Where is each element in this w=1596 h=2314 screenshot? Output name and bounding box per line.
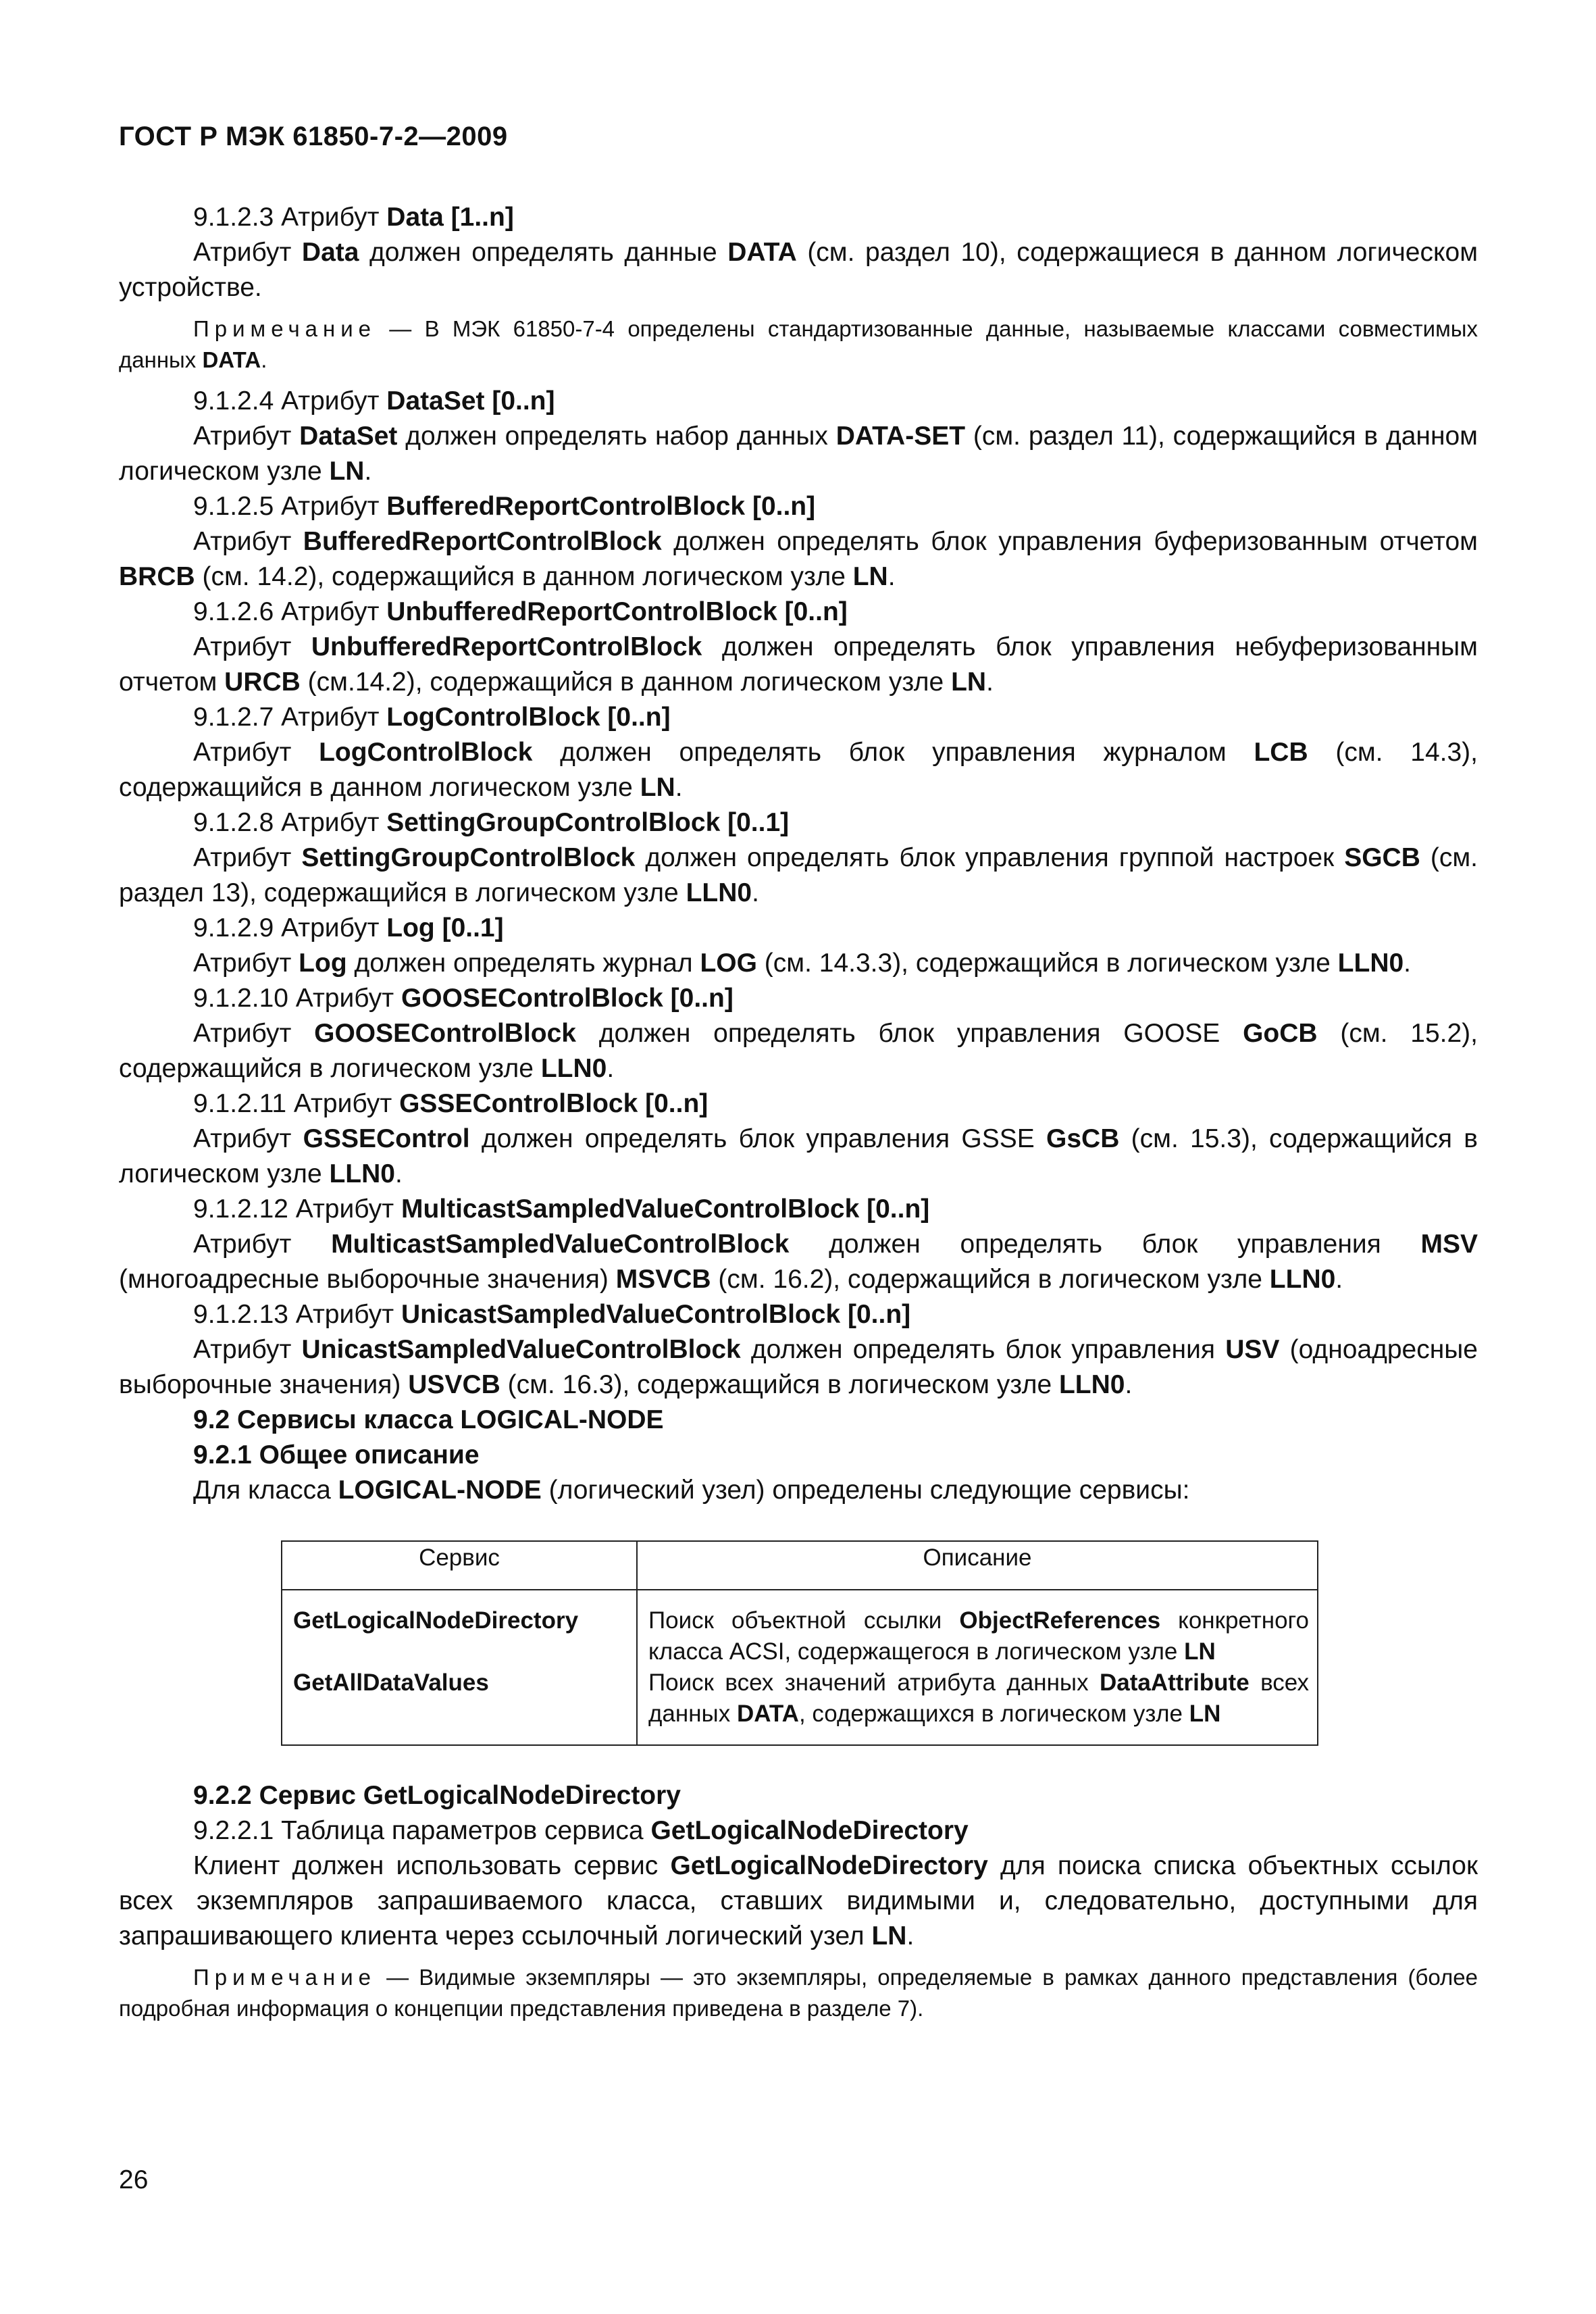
- clause-text: Атрибут LogControlBlock должен определять блок управления журналом LCB (см. 14.3), содержащийся в данном логическом узле LN.: [119, 738, 1478, 802]
- clause-heading: 9.1.2.8 Атрибут SettingGroupControlBlock [0..1]: [193, 808, 790, 837]
- clause-heading: 9.2.2.1 Таблица параметров сервиса GetLogicalNodeDirectory: [193, 1816, 969, 1845]
- table-header-row: [282, 1541, 1318, 1590]
- clause-text: Атрибут UnicastSampledValueControlBlock должен определять блок управления USV (одноадресные выборочные значения) USVCB (см. 16.3), содержащийся в логическом узле LLN0.: [119, 1335, 1478, 1399]
- clause-text: Для класса LOGICAL-NODE (логический узел) определены следующие сервисы:: [193, 1476, 1190, 1505]
- service-description: Поиск всех значений атрибута данных DataAttribute всех данных DATA, содержащихся в логическом узле LN: [648, 1669, 1310, 1727]
- spacer: [293, 1636, 628, 1667]
- clause-heading: 9.1.2.10 Атрибут GOOSEControlBlock [0..n]: [193, 984, 733, 1013]
- table-header-description: Описание: [637, 1541, 1318, 1590]
- note: Примечание — В МЭК 61850-7-4 определены стандартизованные данные, называемые классами совместимых данных DATA.: [119, 316, 1478, 372]
- clause-heading: 9.1.2.6 Атрибут UnbufferedReportControlBlock [0..n]: [193, 597, 848, 626]
- table-cell-descriptions: [637, 1590, 1318, 1745]
- clause-heading: 9.1.2.5 Атрибут BufferedReportControlBlock [0..n]: [193, 492, 816, 521]
- document-body: [119, 200, 1478, 2032]
- clause-text: Клиент должен использовать сервис GetLogicalNodeDirectory для поиска списка объектных ссылок всех экземпляров запрашиваемого класса, ставших видимыми и, следовательно, доступными для запрашивающего клиента через ссылочный логический узел LN.: [119, 1851, 1478, 1951]
- clause-heading: 9.1.2.11 Атрибут GSSEControlBlock [0..n]: [193, 1089, 709, 1118]
- clause-text: Атрибут SettingGroupControlBlock должен определять блок управления группой настроек SGCB (см. раздел 13), содержащийся в логическом узле LLN0.: [119, 843, 1478, 907]
- clause-heading: 9.1.2.9 Атрибут Log [0..1]: [193, 913, 504, 942]
- clause-text: Атрибут MulticastSampledValueControlBlock должен определять блок управления MSV (многоадресные выборочные значения) MSVCB (см. 16.2), содержащийся в логическом узле LLN0.: [119, 1230, 1478, 1294]
- section-heading: 9.2.1 Общее описание: [193, 1440, 480, 1469]
- page-number: 26: [119, 2165, 149, 2194]
- clause-heading: 9.1.2.7 Атрибут LogControlBlock [0..n]: [193, 703, 671, 732]
- service-name: GetLogicalNodeDirectory: [293, 1607, 579, 1634]
- note: Примечание — Видимые экземпляры — это экземпляры, определяемые в рамках данного представления (более подробная информация о концепции представления приведена в разделе 7).: [119, 1965, 1478, 2021]
- table-row: [282, 1590, 1318, 1745]
- clause-heading: 9.1.2.12 Атрибут MulticastSampledValueControlBlock [0..n]: [193, 1194, 930, 1224]
- clause-text: Атрибут GOOSEControlBlock должен определять блок управления GOOSE GoCB (см. 15.2), содержащийся в логическом узле LLN0.: [119, 1019, 1478, 1083]
- clause-heading: 9.1.2.13 Атрибут UnicastSampledValueControlBlock [0..n]: [193, 1300, 911, 1329]
- service-description: Поиск объектной ссылки ObjectReferences конкретного класса ACSI, содержащегося в логическом узле LN: [648, 1607, 1310, 1665]
- clause-text: Атрибут Data должен определять данные DATA (см. раздел 10), содержащиеся в данном логическом устройстве.: [119, 238, 1478, 302]
- clause-text: Атрибут BufferedReportControlBlock должен определять блок управления буферизованным отчетом BRCB (см. 14.2), содержащийся в данном логическом узле LN.: [119, 527, 1478, 591]
- table-header-service: Сервис: [282, 1541, 637, 1590]
- clause-text: Атрибут Log должен определять журнал LOG (см. 14.3.3), содержащийся в логическом узле LLN0.: [193, 949, 1412, 978]
- service-name: GetAllDataValues: [293, 1669, 489, 1696]
- clause-text: Атрибут GSSEControl должен определять блок управления GSSE GsCB (см. 15.3), содержащийся в логическом узле LLN0.: [119, 1124, 1478, 1188]
- section-heading: 9.2 Сервисы класса LOGICAL-NODE: [193, 1405, 664, 1434]
- clause-text: Атрибут DataSet должен определять набор данных DATA-SET (см. раздел 11), содержащийся в данном логическом узле LN.: [119, 422, 1478, 486]
- services-table: [281, 1540, 1318, 1746]
- document-header: ГОСТ Р МЭК 61850-7-2—2009: [119, 122, 508, 151]
- services-table-wrapper: [281, 1540, 1318, 1746]
- clause-heading: 9.1.2.4 Атрибут DataSet [0..n]: [193, 386, 555, 416]
- clause-heading: 9.1.2.3 Атрибут Data [1..n]: [193, 203, 514, 232]
- section-heading: 9.2.2 Сервис GetLogicalNodeDirectory: [193, 1781, 681, 1810]
- clause-text: Атрибут UnbufferedReportControlBlock должен определять блок управления небуферизованным отчетом URCB (см.14.2), содержащийся в данном логическом узле LN.: [119, 632, 1478, 697]
- table-cell-services: [282, 1590, 637, 1745]
